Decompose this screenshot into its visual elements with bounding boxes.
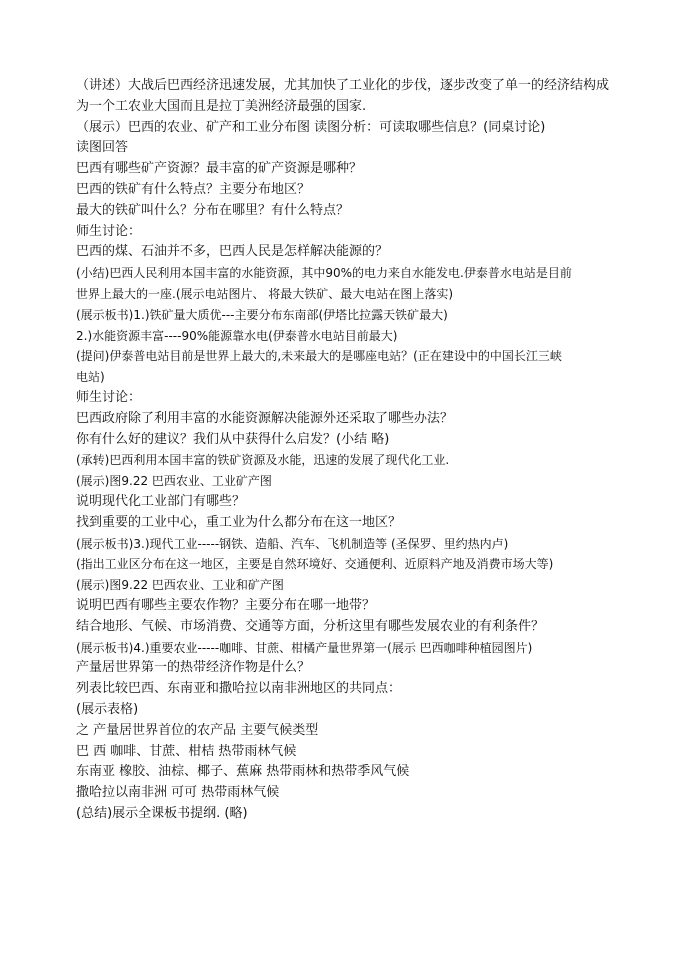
text-line: 师生讨论： (76, 223, 142, 239)
text-line: 说明现代化工业部门有哪些？ (76, 493, 246, 509)
text-line: 东南亚 橡胶、油棕、椰子、蕉麻 热带雨林和热带季风气候 (76, 764, 410, 780)
text-line: （讲述）大战后巴西经济迅速发展，尤其加快了工业化的步伐，逐步改变了单一的经济结构成 (76, 78, 610, 93)
text-line: 巴西的煤、石油并不多，巴西人民是怎样解决能源的？ (76, 244, 389, 260)
document-page (76, 76, 666, 825)
text-line: 找到重要的工业中心，重工业为什么都分布在这一地区？ (76, 514, 402, 530)
text-line: 巴西政府除了利用丰富的水能资源解决能源外还采取了哪些办法？ (76, 410, 454, 426)
text-line: 巴西有哪些矿产资源？最丰富的矿产资源是哪种？ (76, 161, 363, 177)
text-line: 最大的铁矿叫什么？分布在哪里？有什么特点？ (76, 202, 350, 218)
text-line: (承转)巴西利用本国丰富的铁矿资源及水能，迅速的发展了现代化工业. (76, 453, 450, 468)
text-line: (指出工业区分布在这一地区，主要是自然环境好、交通便利、近原料产地及消费市场大等) (76, 557, 554, 572)
text-line: (小结)巴西人民利用本国丰富的水能资源，其中90%的电力来自水能发电.伊泰普水电站是目前 (76, 266, 572, 281)
text-line: 结合地形、气候、市场消费、交通等方面，分析这里有哪些发展农业的有利条件？ (76, 618, 545, 634)
text-line: 巴 西 咖啡、甘蔗、柑桔 热带雨林气候 (76, 743, 297, 759)
text-line: (展示)图9.22 巴西农业、工业和矿产图 (76, 578, 284, 593)
text-line: 巴西的铁矿有什么特点？主要分布地区？ (76, 181, 311, 197)
text-line: (展示)图9.22 巴西农业、工业矿产图 (76, 474, 272, 489)
text-line: (展示表格) (76, 701, 139, 717)
text-line: (展示板书)4.)重要农业-----咖啡、甘蔗、柑橘产量世界第一(展示 巴西咖啡种植园图片) (76, 640, 533, 655)
text-line: (总结)展示全课板书提纲. (略) (76, 805, 248, 821)
text-line: (提问)伊泰普电站目前是世界上最大的,未来最大的是哪座电站？(正在建设中的中国长江三峡 (76, 349, 562, 364)
text-line: 师生讨论： (76, 389, 142, 405)
text-line: 为一个工农业大国而且是拉丁美洲经济最强的国家. (76, 98, 367, 114)
text-line: 世界上最大的一座.(展示电站图片、 将最大铁矿、最大电站在图上落实) (76, 286, 453, 301)
text-line: 产量居世界第一的热带经济作物是什么？ (76, 660, 311, 676)
text-line: (展示板书)1.)铁矿量大质优---主要分布东南部(伊塔比拉露天铁矿最大) (76, 307, 448, 322)
text-line: 电站) (76, 370, 105, 385)
text-line: 列表比较巴西、东南亚和撒哈拉以南非洲地区的共同点： (76, 681, 402, 697)
text-line: 你有什么好的建议？我们从中获得什么启发？(小结 略) (76, 431, 390, 447)
text-line: 读图回答 (76, 140, 129, 156)
text-line: （展示）巴西的农业、矿产和工业分布图 读图分析：可读取哪些信息？(同桌讨论) (76, 119, 546, 135)
text-line: 2.)水能资源丰富----90%能源靠水电(伊泰普水电站目前最大) (76, 328, 398, 343)
text-line: 之 产量居世界首位的农产品 主要气候类型 (76, 722, 319, 738)
text-line: 撒哈拉以南非洲 可可 热带雨林气候 (76, 785, 280, 801)
text-line: (展示板书)3.)现代工业-----钢铁、造船、汽车、飞机制造等 (圣保罗、里约热内卢) (76, 536, 509, 551)
text-line: 说明巴西有哪些主要农作物？主要分布在哪一地带？ (76, 597, 376, 613)
